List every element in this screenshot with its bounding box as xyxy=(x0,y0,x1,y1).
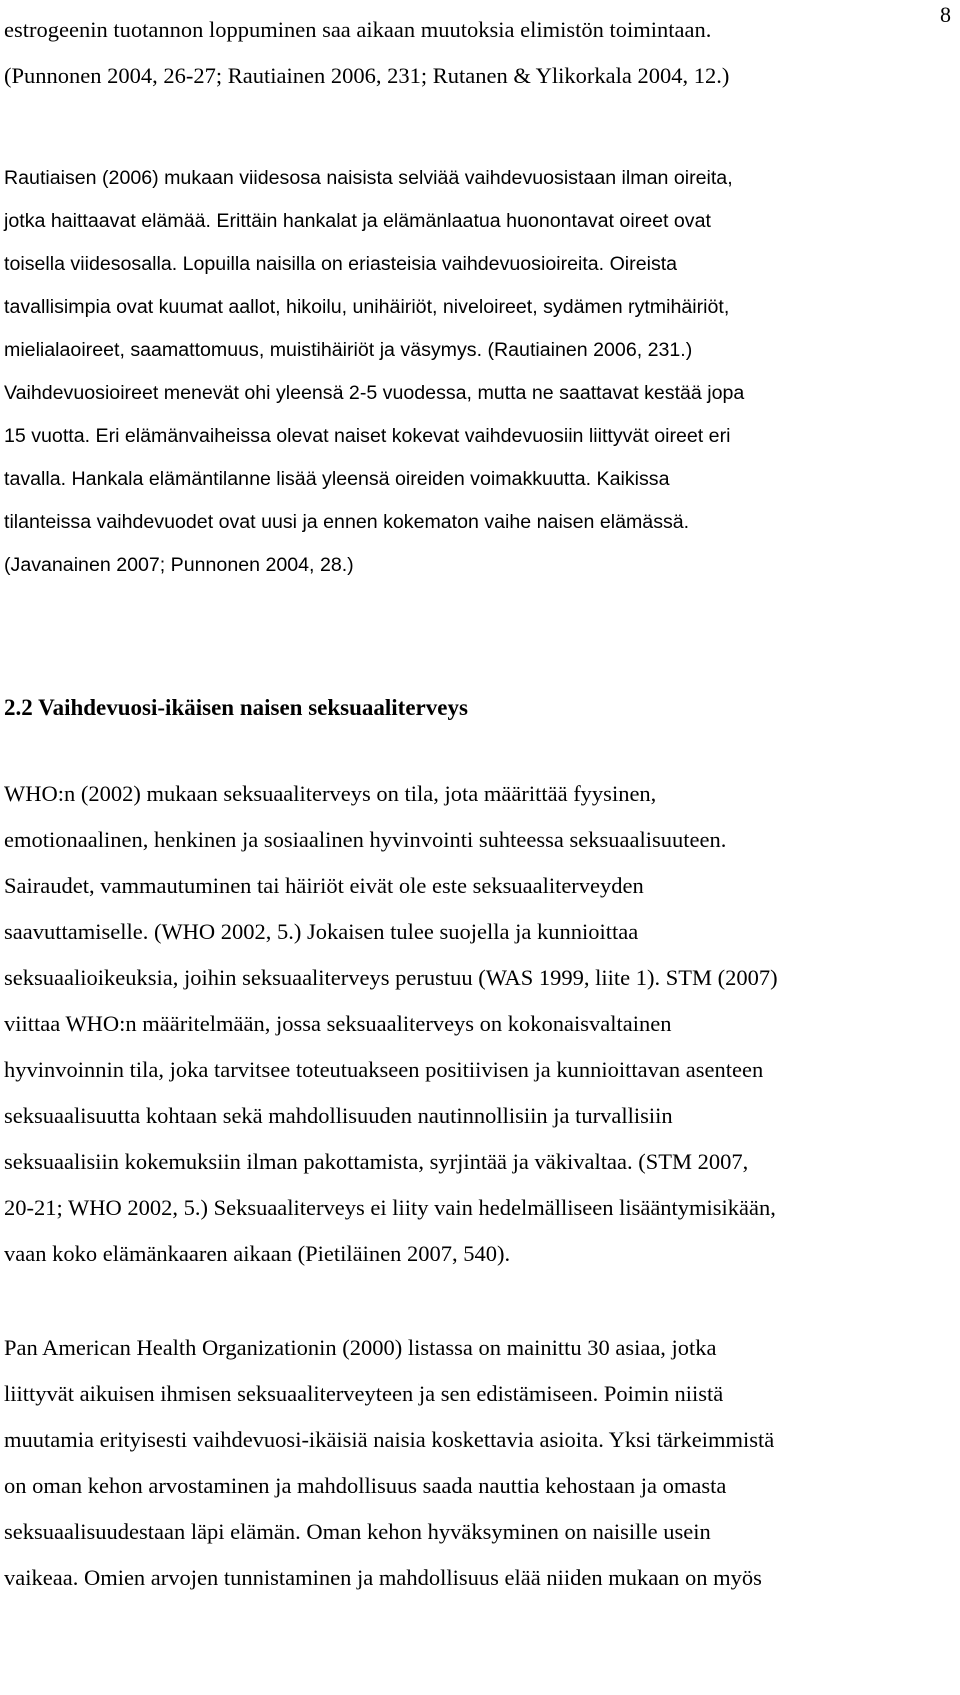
paragraph-2-line-9: tilanteissa vaihdevuodet ovat uusi ja ennen kokematon vaihe naisen elämässä. xyxy=(4,511,690,533)
paragraph-2-line-10: (Javanainen 2007; Punnonen 2004, 28.) xyxy=(4,554,354,576)
paragraph-1-line-1: estrogeenin tuotannon loppuminen saa aikaan muutoksia elimistön toimintaan. xyxy=(4,17,712,42)
paragraph-4-line-4: on oman kehon arvostaminen ja mahdollisuus saada nauttia kehostaan ja omasta xyxy=(4,1473,727,1498)
paragraph-3-line-6: viittaa WHO:n määritelmään, jossa seksuaaliterveys on kokonaisvaltainen xyxy=(4,1011,672,1036)
paragraph-4-line-1: Pan American Health Organizationin (2000) listassa on mainittu 30 asiaa, jotka xyxy=(4,1335,717,1360)
paragraph-3-line-11: vaan koko elämänkaaren aikaan (Pietiläinen 2007, 540). xyxy=(4,1241,511,1266)
paragraph-2-line-1: Rautiaisen (2006) mukaan viidesosa naisista selviää vaihdevuosistaan ilman oireita, xyxy=(4,167,733,189)
paragraph-3-line-8: seksuaalisuutta kohtaan sekä mahdollisuuden nautinnollisiin ja turvallisiin xyxy=(4,1103,673,1128)
paragraph-3-line-10: 20-21; WHO 2002, 5.) Seksuaaliterveys ei liity vain hedelmälliseen lisääntymisikään, xyxy=(4,1195,776,1220)
paragraph-4-line-3: muutamia erityisesti vaihdevuosi-ikäisiä naisia koskettavia asioita. Yksi tärkeimmistä xyxy=(4,1427,775,1452)
paragraph-4-line-2: liittyvät aikuisen ihmisen seksuaaliterveyteen ja sen edistämiseen. Poimin niistä xyxy=(4,1381,724,1406)
paragraph-2-line-6: Vaihdevuosioireet menevät ohi yleensä 2-5 vuodessa, mutta ne saattavat kestää jopa xyxy=(4,382,745,404)
paragraph-1-line-2: (Punnonen 2004, 26-27; Rautiainen 2006, 231; Rutanen & Ylikorkala 2004, 12.) xyxy=(4,63,730,88)
paragraph-2-line-8: tavalla. Hankala elämäntilanne lisää yleensä oireiden voimakkuutta. Kaikissa xyxy=(4,468,670,490)
page-number: 8 xyxy=(940,2,951,27)
paragraph-3-line-2: emotionaalinen, henkinen ja sosiaalinen hyvinvointi suhteessa seksuaalisuuteen. xyxy=(4,827,727,852)
paragraph-4-line-5: seksuaalisuudestaan läpi elämän. Oman kehon hyväksyminen on naisille usein xyxy=(4,1519,711,1544)
paragraph-3-line-3: Sairaudet, vammautuminen tai häiriöt eivät ole este seksuaaliterveyden xyxy=(4,873,644,898)
paragraph-2-line-2: jotka haittaavat elämää. Erittäin hankalat ja elämänlaatua huonontavat oireet ovat xyxy=(4,210,711,232)
paragraph-2-line-4: tavallisimpia ovat kuumat aallot, hikoilu, unihäiriöt, niveloireet, sydämen rytmihäiriöt, xyxy=(4,296,730,318)
paragraph-2-line-7: 15 vuotta. Eri elämänvaiheissa olevat naiset kokevat vaihdevuosiin liittyvät oireet eri xyxy=(4,425,731,447)
paragraph-2-line-5: mielialaoireet, saamattomuus, muistihäiriöt ja väsymys. (Rautiainen 2006, 231.) xyxy=(4,339,693,361)
paragraph-4-line-6: vaikeaa. Omien arvojen tunnistaminen ja mahdollisuus elää niiden mukaan on myös xyxy=(4,1565,762,1590)
paragraph-3-line-9: seksuaalisiin kokemuksiin ilman pakottamista, syrjintää ja väkivaltaa. (STM 2007, xyxy=(4,1149,749,1174)
section-heading: 2.2 Vaihdevuosi-ikäisen naisen seksuaaliterveys xyxy=(4,695,468,720)
paragraph-3-line-4: saavuttamiselle. (WHO 2002, 5.) Jokaisen tulee suojella ja kunnioittaa xyxy=(4,919,639,944)
paragraph-3-line-1: WHO:n (2002) mukaan seksuaaliterveys on tila, jota määrittää fyysinen, xyxy=(4,781,657,806)
paragraph-2-line-3: toisella viidesosalla. Lopuilla naisilla on eriasteisia vaihdevuosioireita. Oireista xyxy=(4,253,678,275)
paragraph-3-line-7: hyvinvoinnin tila, joka tarvitsee toteutuakseen positiivisen ja kunnioittavan asenteen xyxy=(4,1057,764,1082)
paragraph-3-line-5: seksuaalioikeuksia, joihin seksuaaliterveys perustuu (WAS 1999, liite 1). STM (2007) xyxy=(4,965,778,990)
